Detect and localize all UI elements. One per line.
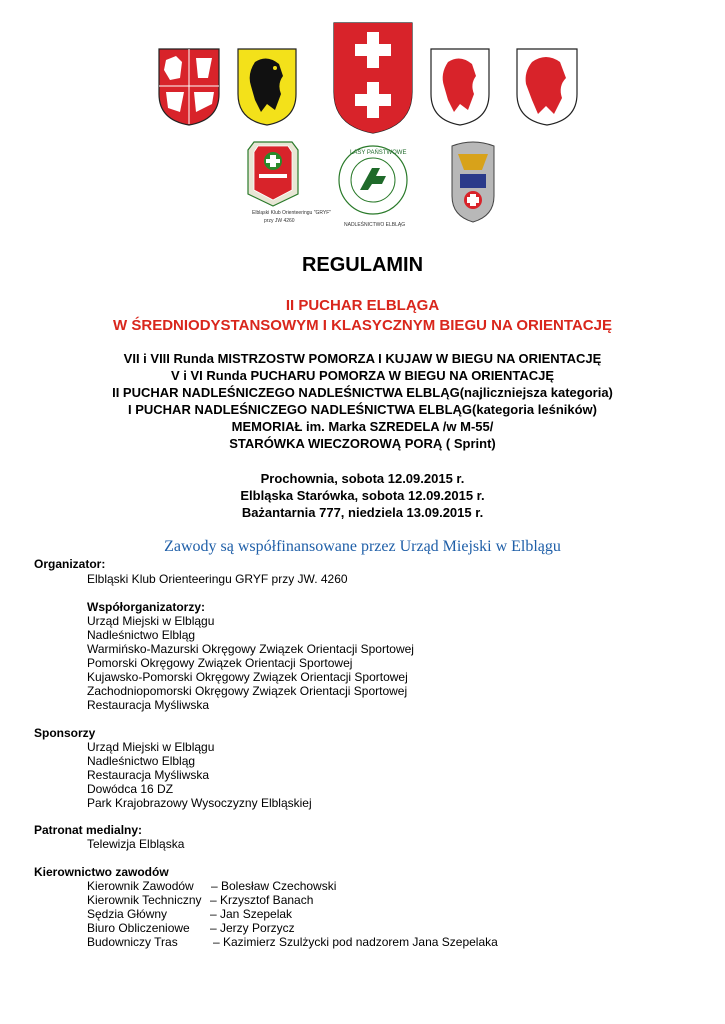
sponsor-item: Nadleśnictwo Elbląg [87, 754, 196, 768]
coorganizer-item: Pomorski Okręgowy Związek Orientacji Sportowej [87, 656, 353, 670]
round-line: STARÓWKA WIECZOROWĄ PORĄ ( Sprint) [229, 436, 496, 451]
red-griffin-crest-icon [516, 48, 578, 126]
gryf-caption: Elbląski Klub Orienteeringu "GRYF" [252, 210, 332, 216]
round-line: V i VI Runda PUCHARU POMORZA W BIEGU NA ORIENTACJĘ [170, 368, 555, 383]
coorganizer-item: Urząd Miejski w Elblągu [87, 614, 215, 628]
event-subtitle [0, 296, 725, 336]
coats-of-arms-row [0, 46, 725, 136]
date-line: Bażantarnia 777, niedziela 13.09.2015 r. [241, 505, 484, 520]
management-role: Kierownik Techniczny [87, 893, 202, 907]
rounds-list [0, 350, 725, 452]
subtitle-line: II PUCHAR ELBLĄGA [285, 297, 440, 314]
management-role: Budowniczy Tras [87, 935, 178, 949]
lasy-panstwowe-logo-icon [336, 142, 410, 230]
management-role: Biuro Obliczeniowe [87, 921, 190, 935]
elblag-city-crest-icon [333, 22, 413, 134]
management-person: – Jan Szepelak [210, 907, 293, 921]
round-line: MEMORIAŁ im. Marka SZREDELA /w M-55/ [231, 419, 494, 434]
lasy-bottom-caption: NADLEŚNICTWO ELBLĄG [344, 222, 406, 228]
media-patron-item: Telewizja Elbląska [87, 837, 185, 851]
management-person: – Jerzy Porzycz [210, 921, 295, 935]
management-person: – Kazimierz Szulżycki pod nadzorem Jana Szepelaka [213, 935, 498, 949]
sponsor-item: Park Krajobrazowy Wysoczyzny Elbląskiej [87, 796, 312, 810]
coorganizer-item: Restauracja Myśliwska [87, 698, 210, 712]
pomeranian-griffin-crest-icon [237, 48, 297, 126]
round-line: I PUCHAR NADLEŚNICZEGO NADLEŚNICTWA ELBLĄG(kategoria leśników) [128, 402, 597, 417]
round-line: VII i VIII Runda MISTRZOSTW POMORZA I KUJAW W BIEGU NA ORIENTACJĘ [123, 351, 602, 366]
gryf-club-emblem-icon [236, 140, 332, 232]
coorganizers-label: Współorganizatorzy: [87, 600, 206, 614]
management-person: – Bolesław Czechowski [211, 879, 337, 893]
date-line: Elbląska Starówka, sobota 12.09.2015 r. [240, 488, 485, 503]
document-title: REGULAMIN [301, 254, 424, 276]
sponsor-item: Urząd Miejski w Elblągu [87, 740, 215, 754]
sponsor-emblems-row [0, 140, 725, 240]
organizer-label: Organizator: [34, 557, 106, 571]
organizer-value: Elbląski Klub Orienteeringu GRYF przy JW. 4260 [87, 572, 348, 586]
sponsor-item: Dowódca 16 DZ [87, 782, 174, 796]
coorganizer-item: Zachodniopomorski Okręgowy Związek Orientacji Sportowej [87, 684, 408, 698]
coorganizer-item: Warmińsko-Mazurski Okręgowy Związek Orientacji Sportowej [87, 642, 414, 656]
warmia-mazury-crest-icon [158, 48, 220, 126]
management-role: Kierownik Zawodów [87, 879, 194, 893]
cofinancing-note: Zawody są współfinansowane przez Urząd Miejski w Elblągu [164, 538, 561, 555]
griffin-crest-icon [430, 48, 490, 126]
management-role: Sędzia Główny [87, 907, 168, 921]
coorganizer-item: Kujawsko-Pomorski Okręgowy Związek Orientacji Sportowej [87, 670, 408, 684]
sponsor-item: Restauracja Myśliwska [87, 768, 210, 782]
sponsors-label: Sponsorzy [34, 726, 96, 740]
subtitle-line: W ŚREDNIODYSTANSOWYM I KLASYCZNYM BIEGU NA ORIENTACJĘ [113, 317, 612, 334]
media-patron-label: Patronat medialny: [34, 823, 143, 837]
gryf-unit-caption: przy JW 4260 [264, 218, 295, 224]
military-unit-emblem-icon [446, 140, 500, 224]
management-person: – Krzysztof Banach [210, 893, 314, 907]
management-label: Kierownictwo zawodów [34, 865, 169, 879]
dates-list [0, 470, 725, 521]
round-line: II PUCHAR NADLEŚNICZEGO NADLEŚNICTWA ELBLĄG(najliczniejsza kategoria) [112, 385, 613, 400]
coorganizer-item: Nadleśnictwo Elbląg [87, 628, 196, 642]
date-line: Prochownia, sobota 12.09.2015 r. [260, 471, 465, 486]
lasy-top-caption: LASY PAŃSTWOWE [350, 150, 407, 156]
